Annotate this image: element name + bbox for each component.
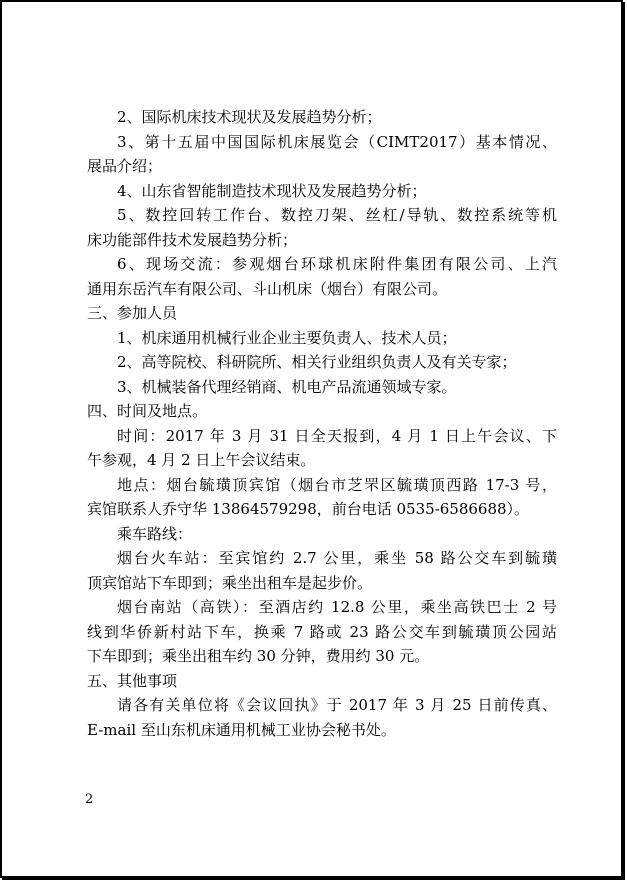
other-item-line-1: 请各有关单位将《会议回执》于 2017 年 3 月 25 日前传真、 bbox=[117, 696, 557, 714]
section-heading-other: 五、其他事项 bbox=[87, 671, 178, 690]
agenda-item-4: 4、山东省智能制造技术现状及发展趋势分析； bbox=[117, 181, 427, 200]
participant-item-3: 3、机械装备代理经销商、机电产品流通领域专家。 bbox=[117, 377, 457, 396]
section-heading-time-place: 四、时间及地点。 bbox=[87, 402, 208, 420]
agenda-item-5-line-2: 床功能部件技术发展趋势分析； bbox=[87, 230, 298, 249]
agenda-item-3-line-2: 展品介绍； bbox=[87, 157, 163, 175]
agenda-item-5-line-1: 5、数控回转工作台、数控刀架、丝杠/导轨、数控系统等机 bbox=[117, 206, 557, 224]
section-heading-participants: 三、参加人员 bbox=[87, 304, 178, 322]
train-station-route-line-2: 顶宾馆站下车即到；乘坐出租车是起步价。 bbox=[87, 573, 373, 592]
place-line-1: 地点：烟台毓璜顶宾馆（烟台市芝罘区毓璜顶西路 17-3 号， bbox=[117, 475, 557, 494]
agenda-item-3-line-1: 3、第十五届中国国际机床展览会（CIMT2017）基本情况、 bbox=[117, 132, 557, 151]
participant-item-2: 2、高等院校、科研院所、相关行业组织负责人及有关专家； bbox=[117, 353, 517, 371]
other-item-line-2: E-mail 至山东机床通用机械工业协会秘书处。 bbox=[87, 720, 396, 739]
page-number: 2 bbox=[85, 792, 94, 807]
document-body bbox=[87, 105, 557, 742]
agenda-item-6-line-1: 6、现场交流：参观烟台环球机床附件集团有限公司、上汽 bbox=[117, 255, 557, 273]
agenda-item-2: 2、国际机床技术现状及发展趋势分析； bbox=[117, 108, 382, 126]
south-station-route-line-1: 烟台南站（高铁）：至酒店约 12.8 公里，乘坐高铁巴士 2 号 bbox=[117, 598, 557, 616]
time-line-2: 午参观，4 月 2 日上午会议结束。 bbox=[87, 451, 316, 469]
place-line-2: 宾馆联系人乔守华 13864579298，前台电话 0535-6586688）。 bbox=[87, 500, 530, 518]
participant-item-1: 1、机床通用机械行业企业主要负责人、技术人员； bbox=[117, 328, 457, 347]
agenda-item-6-line-2: 通用东岳汽车有限公司、斗山机床（烟台）有限公司。 bbox=[87, 279, 448, 298]
south-station-route-line-2: 线到华侨新村站下车，换乘 7 路或 23 路公交车到毓璜顶公园站 bbox=[87, 622, 557, 641]
south-station-route-line-3: 下车即到；乘坐出租车约 30 分钟，费用约 30 元。 bbox=[87, 647, 430, 665]
train-station-route-line-1: 烟台火车站：至宾馆约 2.7 公里，乘坐 58 路公交车到毓璜 bbox=[117, 549, 557, 567]
time-line-1: 时间：2017 年 3 月 31 日全天报到，4 月 1 日上午会议、下 bbox=[117, 426, 557, 445]
route-heading: 乘车路线： bbox=[117, 524, 193, 543]
